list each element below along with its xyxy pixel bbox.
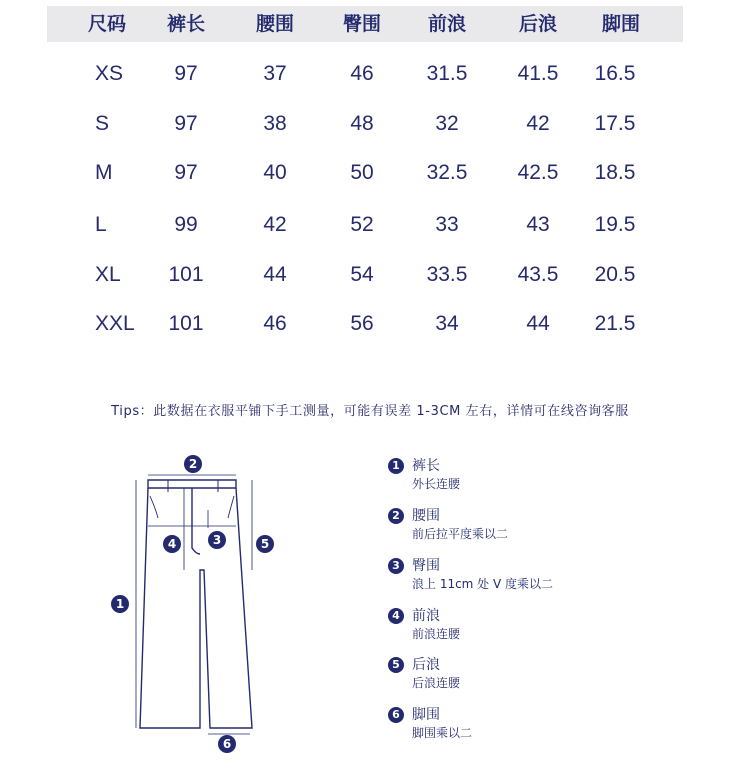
legend-desc: 外长连腰 <box>412 477 461 491</box>
table-cell: 40 <box>263 161 287 184</box>
table-cell: 97 <box>174 161 198 184</box>
legend-number: 3 <box>388 558 404 574</box>
table-cell: 18.5 <box>594 161 636 184</box>
table-cell: 16.5 <box>594 62 636 85</box>
table-cell: 43.5 <box>517 263 559 286</box>
legend-title: 腰围 <box>412 508 440 524</box>
header-front-rise: 前浪 <box>427 13 466 35</box>
legend-desc: 脚围乘以二 <box>412 726 473 740</box>
table-cell: 32 <box>435 112 459 135</box>
table-cell: 44 <box>263 263 287 286</box>
marker-3: 3 <box>212 533 222 547</box>
header-leg-opening: 脚围 <box>601 13 640 35</box>
table-cell: 38 <box>263 112 287 135</box>
fly-line <box>192 488 200 554</box>
legend-number: 5 <box>388 657 404 673</box>
size-label-cell: S <box>95 112 110 135</box>
marker-6: 6 <box>222 737 232 751</box>
table-cell: 37 <box>263 62 287 85</box>
legend-title: 脚围 <box>412 707 440 723</box>
legend-desc: 浪上 11cm 处 V 度乘以二 <box>412 577 554 591</box>
size-label-cell: XXL <box>95 312 135 335</box>
header-hip: 臀围 <box>342 13 381 35</box>
marker-2: 2 <box>188 457 198 471</box>
size-label-cell: XS <box>95 62 124 85</box>
table-cell: 54 <box>350 263 374 286</box>
size-label-cell: L <box>95 213 107 236</box>
legend-title: 臀围 <box>412 558 440 574</box>
table-cell: 50 <box>350 161 374 184</box>
table-cell: 56 <box>350 312 374 335</box>
legend-number: 6 <box>388 707 404 723</box>
table-cell: 101 <box>168 312 204 335</box>
size-label-cell: XL <box>95 263 121 286</box>
marker-4: 4 <box>167 537 177 551</box>
table-cell: 19.5 <box>594 213 636 236</box>
table-cell: 17.5 <box>594 112 636 135</box>
table-cell: 97 <box>174 62 198 85</box>
legend-number: 1 <box>388 458 404 474</box>
table-cell: 20.5 <box>594 263 636 286</box>
legend-number: 2 <box>388 508 404 524</box>
table-cell: 101 <box>168 263 204 286</box>
legend-title: 裤长 <box>412 458 440 474</box>
pants-diagram <box>100 450 300 770</box>
legend-title: 后浪 <box>412 657 440 673</box>
pants-outline <box>140 488 252 728</box>
table-cell: 48 <box>350 112 374 135</box>
table-cell: 31.5 <box>426 62 468 85</box>
table-cell: 52 <box>350 213 374 236</box>
header-length: 裤长 <box>166 13 205 35</box>
header-waist: 腰围 <box>255 13 294 35</box>
header-back-rise: 后浪 <box>518 13 557 35</box>
table-cell: 44 <box>526 312 550 335</box>
table-cell: 41.5 <box>517 62 559 85</box>
legend-desc: 前浪连腰 <box>412 627 461 641</box>
header-size: 尺码 <box>87 13 126 35</box>
legend-desc: 后浪连腰 <box>412 676 461 690</box>
table-cell: 34 <box>435 312 459 335</box>
table-cell: 42.5 <box>517 161 559 184</box>
size-label-cell: M <box>95 161 113 184</box>
marker-1: 1 <box>115 597 125 611</box>
table-cell: 42 <box>526 112 550 135</box>
table-cell: 99 <box>174 213 198 236</box>
table-cell: 97 <box>174 112 198 135</box>
legend-desc: 前后拉平度乘以二 <box>412 527 509 541</box>
table-cell: 33 <box>435 213 459 236</box>
marker-5: 5 <box>260 537 270 551</box>
table-cell: 46 <box>263 312 287 335</box>
waistband-shape <box>148 480 236 488</box>
table-cell: 42 <box>263 213 287 236</box>
table-cell: 21.5 <box>594 312 636 335</box>
table-cell: 46 <box>350 62 374 85</box>
table-cell: 32.5 <box>426 161 468 184</box>
table-cell: 33.5 <box>426 263 468 286</box>
table-cell: 43 <box>526 213 550 236</box>
legend-number: 4 <box>388 608 404 624</box>
tips-text: Tips：此数据在衣服平铺下手工测量，可能有误差 1-3CM 左右，详情可在线咨询客服 <box>111 404 629 419</box>
legend-title: 前浪 <box>412 608 440 624</box>
